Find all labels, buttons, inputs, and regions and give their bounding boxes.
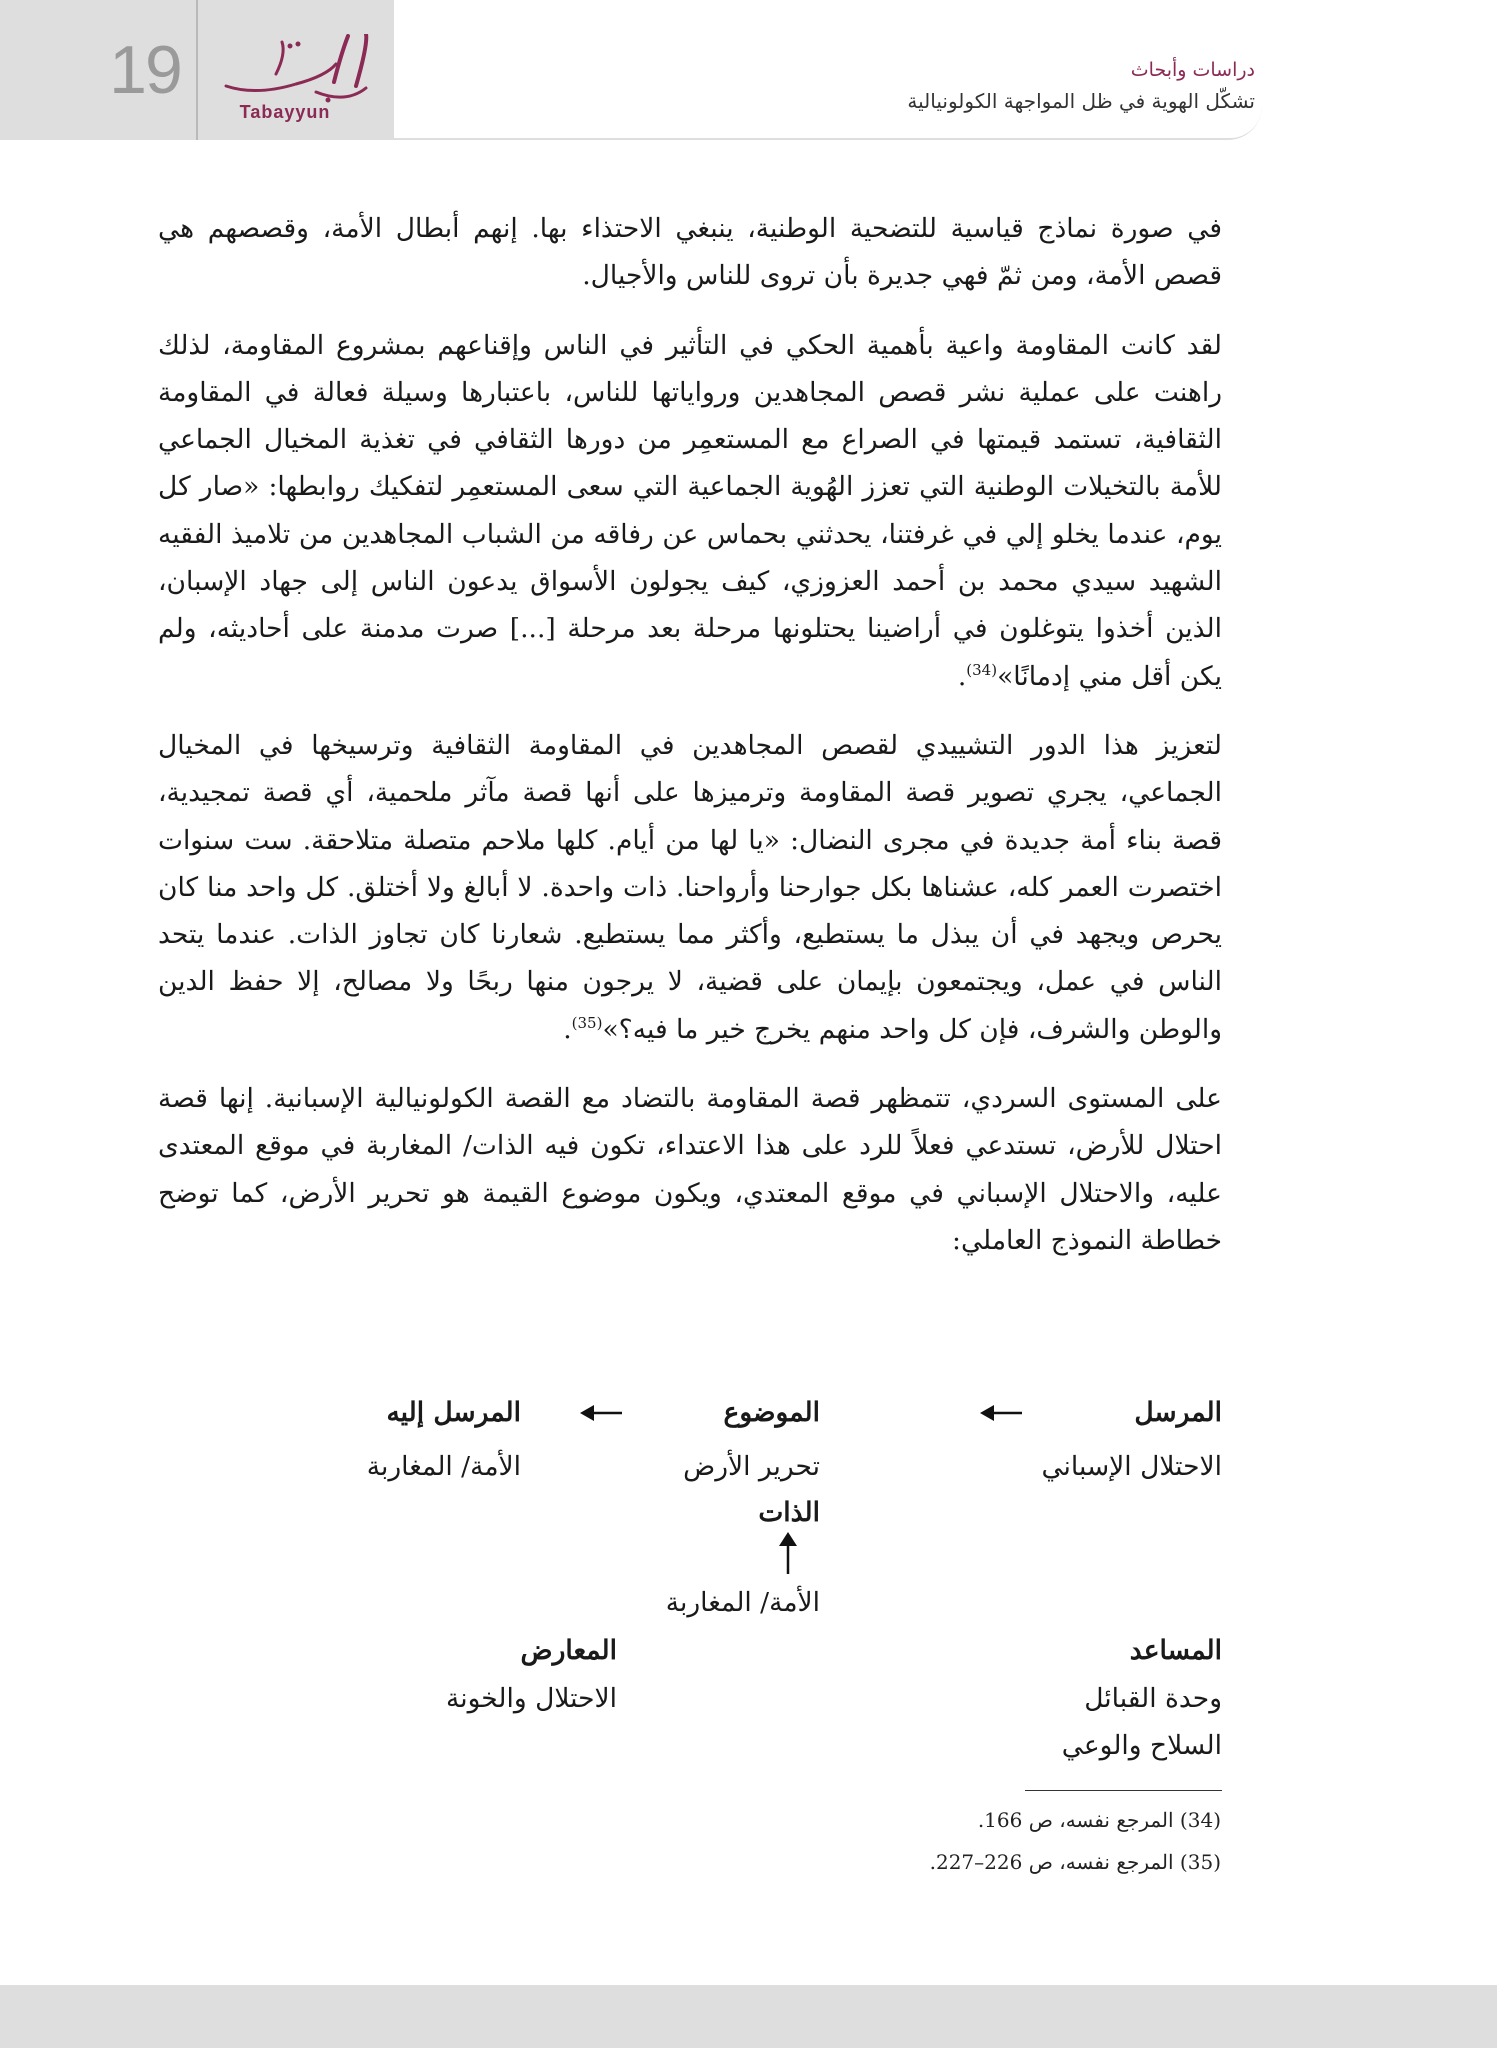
paragraph-text: لقد كانت المقاومة واعية بأهمية الحكي في التأثير في الناس وإقناعهم بمشروع المقاومة، لذلك راهنت على عملية نشر قصص المجاهدين ورواياتها للناس، باعتبارها وسيلة فعالة في المقاومة الثقافية، تستمد قيمتها في الصراع مع المستعمِر من دورها الثقافي في تغذية المخيال الجماعي للأمة بالتخيلات الوطنية التي تعزز الهُوية الجماعية التي سعى المستعمِر لتفكيك روابطها: «صار كل يوم، عندما يخلو إلي في غرفتنا، يحدثني بحماس عن رفاقه من الشباب المجاهدين من تلاميذ الفقيه الشهيد سيدي محمد بن أحمد العزوزي، كيف يجولون الأسواق يدعون الناس إلى جهاد الإسبان، الذين أخذوا يتوغلون في أراضينا يحتلونها مرحلة بعد مرحلة [...] صرت مدمنة على أحاديثه، ولم يكن أقل مني إدمانًا»	[158, 329, 1222, 692]
section-label: دراسات وأبحاث	[1130, 59, 1255, 81]
paragraph: لقد كانت المقاومة واعية بأهمية الحكي في التأثير في الناس وإقناعهم بمشروع المقاومة، لذلك راهنت على عملية نشر قصص المجاهدين ورواياتها للناس، باعتبارها وسيلة فعالة في المقاومة الثقافية، تستمد قيمتها في الصراع مع المستعمِر من دورها الثقافي في تغذية المخيال الجماعي للأمة بالتخيلات الوطنية التي تعزز الهُوية الجماعية التي سعى المستعمِر لتفكيك روابطها: «صار كل يوم، عندما يخلو إلي في غرفتنا، يحدثني بحماس عن رفاقه من الشباب المجاهدين من تلاميذ الفقيه الشهيد سيدي محمد بن أحمد العزوزي، كيف يجولون الأسواق يدعون الناس إلى جهاد الإسبان، الذين أخذوا يتوغلون في أراضينا يحتلونها مرحلة بعد مرحلة [...] صرت مدمنة على أحاديثه، ولم يكن أقل مني إدمانًا»$^{(34)}$.	[158, 329, 1222, 692]
arrow-left-icon	[580, 1402, 624, 1424]
helper-label: المساعد	[1129, 1635, 1222, 1666]
paragraph: لتعزيز هذا الدور التشييدي لقصص المجاهدين في المقاومة الثقافية وترسيخها في المخيال الجماعي، يجري تصوير قصة المقاومة وترميزها على أنها قصة مآثر ملحمية، أي قصة تمجيدية، قصة بناء أمة جديدة في مجرى النضال: «يا لها من أيام. كلها ملاحم متصلة متلاحقة. ست سنوات اختصرت العمر كله، عشناها بكل جوارحنا وأرواحنا. ذات واحدة. لا أبالغ ولا أختلق. كل واحد منا كان يحرص ويجهد في أن يبذل ما يستطيع، وأكثر مما يستطيع. شعارنا كان تجاوز الذات. عندما يتحد الناس في عمل، ويجتمعون بإيمان على قضية، لا يرجون منها ربحًا ولا مصالح، إلا حفظ الدين والوطن والشرف، فإن كل واحد منهم يخرج خير ما فيه؟»$^{(35)}$.	[158, 729, 1222, 1045]
helper-value: السلاح والوعي	[1061, 1730, 1222, 1761]
object-value: تحرير الأرض	[683, 1451, 820, 1482]
subject-value: الأمة/ المغاربة	[665, 1587, 820, 1618]
footnote-35: (35) المرجع نفسه، ص 226–227.	[929, 1850, 1221, 1874]
footnote-34: (34) المرجع نفسه، ص 166.	[977, 1808, 1221, 1832]
paragraph-text: في صورة نماذج قياسية للتضحية الوطنية، ينبغي الاحتذاء بها. إنهم أبطال الأمة، وقصصهم هي قصص الأمة، ومن ثمّ فهي جديرة بأن تروى للناس والأجيال.	[158, 213, 1222, 292]
opponent-value: الاحتلال والخونة	[446, 1683, 617, 1714]
article-running-title: تشكّل الهوية في ظل المواجهة الكولونيالية	[907, 89, 1255, 113]
footnote-divider	[1025, 1790, 1222, 1791]
receiver-value: الأمة/ المغاربة	[366, 1451, 521, 1482]
header-divider	[196, 0, 198, 140]
footer-band	[0, 1985, 1497, 2048]
arrow-left-icon	[980, 1402, 1024, 1424]
footnote-ref-34[interactable]: (34)	[966, 660, 998, 679]
sender-label: المرسل	[1134, 1397, 1222, 1428]
tabayyun-logo	[200, 0, 394, 140]
opponent-label: المعارض	[520, 1635, 617, 1666]
footnote-ref-35[interactable]: (35)	[571, 1013, 603, 1032]
arrow-up-icon	[776, 1532, 800, 1574]
paragraph-text: لتعزيز هذا الدور التشييدي لقصص المجاهدين في المقاومة الثقافية وترسيخها في المخيال الجماعي، يجري تصوير قصة المقاومة وترميزها على أنها قصة مآثر ملحمية، أي قصة تمجيدية، قصة بناء أمة جديدة في مجرى النضال: «يا لها من أيام. كلها ملاحم متصلة متلاحقة. ست سنوات اختصرت العمر كله، عشناها بكل جوارحنا وأرواحنا. ذات واحدة. لا أبالغ ولا أختلق. كل واحد منا كان يحرص ويجهد في أن يبذل ما يستطيع، وأكثر مما يستطيع. شعارنا كان تجاوز الذات. عندما يتحد الناس في عمل، ويجتمعون بإيمان على قضية، لا يرجون منها ربحًا ولا مصالح، إلا حفظ الدين والوطن والشرف، فإن كل واحد منهم يخرج خير ما فيه؟»	[158, 729, 1222, 1045]
subject-label: الذات	[758, 1497, 820, 1528]
page-number: 19	[109, 32, 181, 108]
paragraph	[158, 1075, 1222, 1264]
receiver-label: المرسل إليه	[386, 1397, 521, 1428]
helper-value: وحدة القبائل	[1084, 1683, 1222, 1714]
sender-value: الاحتلال الإسباني	[1041, 1451, 1222, 1482]
paragraph	[158, 205, 1222, 300]
paragraph-text: على المستوى السردي، تتمظهر قصة المقاومة بالتضاد مع القصة الكولونيالية الإسبانية. إنها قصة احتلال للأرض، تستدعي فعلاً للرد على هذا الاعتداء، تكون فيه الذات/ المغاربة في موقع المعتدى عليه، والاحتلال الإسباني في موقع المعتدي، ويكون موضوع القيمة هو تحرير الأرض، كما توضح خطاطة النموذج العاملي:	[158, 1083, 1222, 1256]
object-label: الموضوع	[723, 1397, 820, 1428]
logo-latin-text: Tabayyun	[239, 102, 331, 122]
article-body	[158, 205, 1222, 1286]
